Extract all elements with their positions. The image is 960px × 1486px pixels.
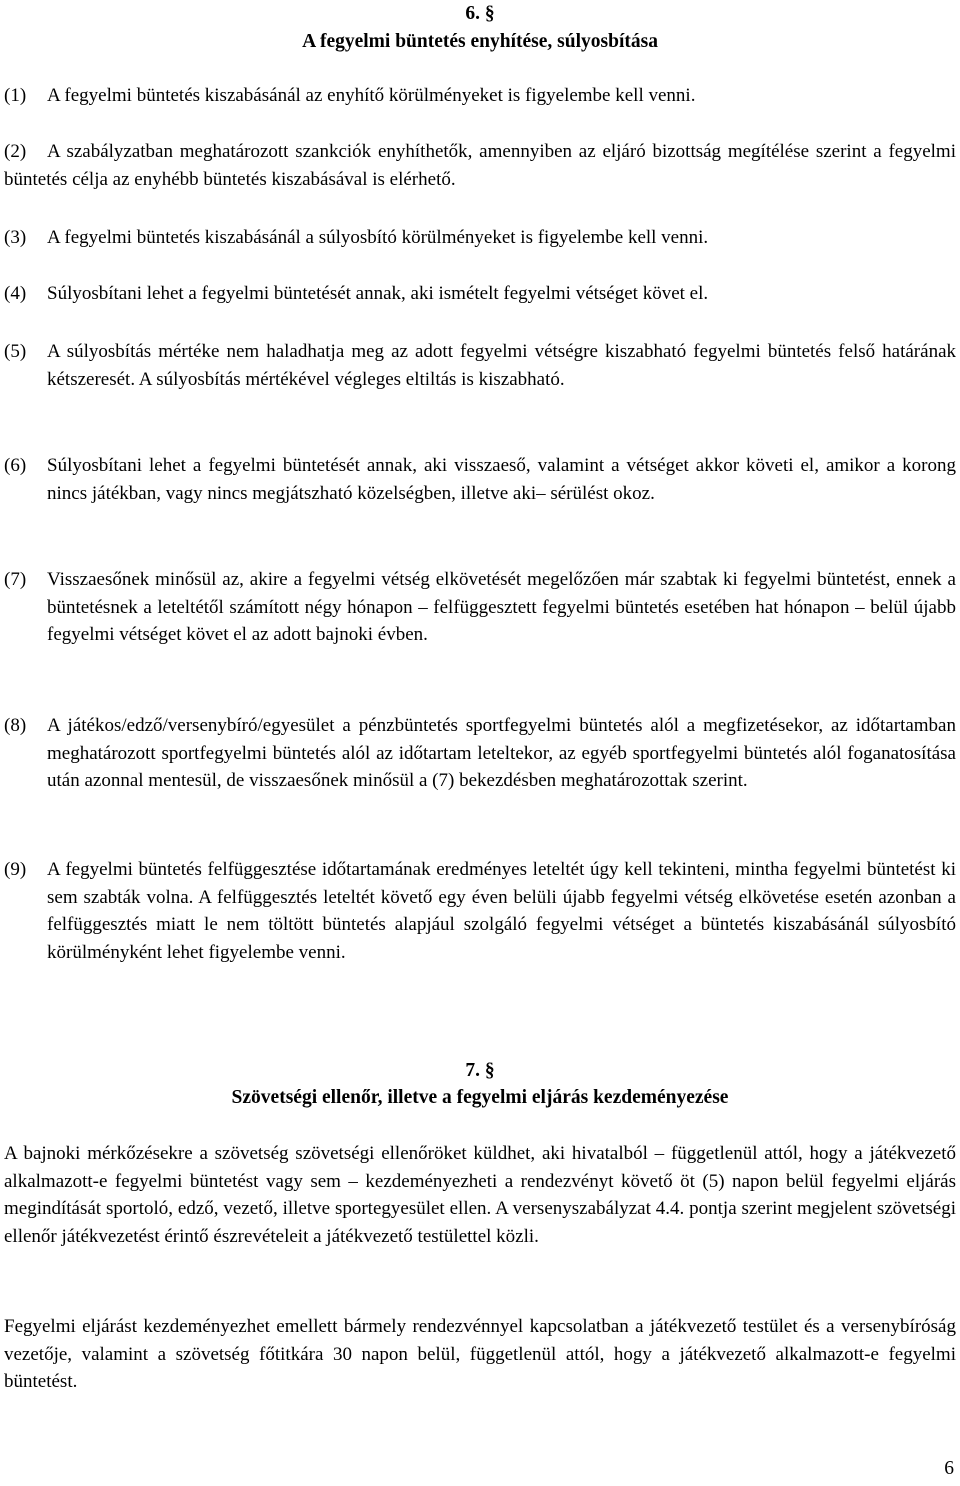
paragraph-number: (2) — [4, 141, 27, 162]
paragraph-text: A fegyelmi büntetés kiszabásánál az enyhítő körülményeket is figyelembe kell venni. — [47, 85, 696, 106]
paragraph-6-7 — [4, 566, 956, 649]
paragraph-text: Visszaesőnek minősül az, akire a fegyelmi vétség elkövetését megelőzően már szabtak ki fegyelmi büntetést, ennek a büntetésnek a leteltétől számított négy hónapon – felfüggesztett fegyelmi büntetés esetében hat hónapon – belül újabb fegyelmi vétséget követ el az adott bajnoki évben. — [47, 569, 956, 646]
paragraph-number: (3) — [4, 227, 27, 248]
paragraph-6-9 — [4, 856, 956, 966]
section-6-title: A fegyelmi büntetés enyhítése, súlyosbítása — [302, 31, 658, 52]
section-7-title: Szövetségi ellenőr, illetve a fegyelmi eljárás kezdeményezése — [231, 1087, 729, 1108]
section-7-number: 7. § — [465, 1060, 495, 1081]
paragraph-6-4 — [4, 280, 956, 308]
paragraph-text: Súlyosbítani lehet a fegyelmi büntetését annak, aki visszaeső, valamint a vétséget akkor követi el, amikor a korong nincs játékban, vagy nincs megjátszható közelségben, illetve aki– sérülést okoz. — [47, 455, 956, 504]
paragraph-text: A súlyosbítás mértéke nem haladhatja meg az adott fegyelmi vétségre kiszabható fegyelmi büntetés felső határának kétszeresét. A súlyosbítás mértékével végleges eltiltás is kiszabható. — [47, 341, 956, 390]
paragraph-number: (8) — [4, 715, 27, 736]
paragraph-text: A fegyelmi büntetés kiszabásánál a súlyosbító körülményeket is figyelembe kell venni. — [47, 227, 709, 248]
paragraph-6-6 — [4, 452, 956, 507]
paragraph-number: (6) — [4, 455, 27, 476]
section-7-paragraph-1: A bajnoki mérkőzésekre a szövetség szövetségi ellenőröket küldhet, aki hivatalból – függetlenül attól, hogy a játékvezető alkalmazott-e fegyelmi büntetést vagy sem – kezdeményezheti a rendezvényt követő öt (5) napon belül fegyelmi eljárás megindítását sportoló, edző, vezető, illetve sportegyesület ellen. A versenyszabályzat 4.4. pontja szerint megjelent szövetségi ellenőr játékvezetést érintő észrevételeit a játékvezető testülettel közli. — [4, 1143, 956, 1247]
paragraph-text: (2) A szabályzatban meghatározott szankciók enyhíthetők, amennyiben az eljáró bizottság megítélése szerint a fegyelmi büntetés célja az enyhébb büntetés kiszabásával is elérhető. — [4, 138, 956, 193]
paragraph-text: A játékos/edző/versenybíró/egyesület a pénzbüntetés sportfegyelmi büntetés alól a megfizetésekor, az időtartamban meghatározott sportfegyelmi büntetés alól az időtartam leteltekor, az egyéb sportfegyelmi büntetés alól foganatosítása után azonnal mentesül, de visszaesőnek minősül a (7) bekezdésben meghatározottak szerint. — [47, 715, 956, 792]
paragraph-6-2 — [4, 138, 956, 193]
paragraph-text: Súlyosbítani lehet a fegyelmi büntetését annak, aki ismételt fegyelmi vétséget követ el. — [47, 283, 709, 304]
paragraph-number: (1) — [4, 85, 27, 106]
paragraph-text: A fegyelmi büntetés felfüggesztése időtartamának eredményes leteltét úgy kell tekinteni, mintha fegyelmi büntetést ki sem szabták volna. A felfüggesztés leteltét követő egy éven belüli újabb fegyelmi vétség elkövetése esetén azonban a felfüggesztés miatt le nem töltött büntetés alapjául szolgáló fegyelmi vétséget a büntetés kiszabásánál súlyosbító körülményként lehet figyelembe venni. — [47, 859, 956, 963]
paragraph-number: (4) — [4, 283, 27, 304]
paragraph-6-3 — [4, 224, 956, 252]
paragraph-6-1 — [4, 82, 956, 110]
paragraph-6-5 — [4, 338, 956, 393]
section-7-paragraph-2: Fegyelmi eljárást kezdeményezhet emellett bármely rendezvénnyel kapcsolatban a játékvezető testület és a versenybíróság vezetője, valamint a szövetség főtitkára 30 napon belül, függetlenül attól, hogy a játékvezető alkalmazott-e fegyelmi büntetést. — [4, 1316, 956, 1393]
paragraph-number: (7) — [4, 569, 27, 590]
section-6-number: 6. § — [465, 3, 495, 24]
paragraph-number: (5) — [4, 341, 27, 362]
page-number: 6 — [944, 1458, 954, 1479]
paragraph-number: (9) — [4, 859, 27, 880]
paragraph-6-8 — [4, 712, 956, 795]
